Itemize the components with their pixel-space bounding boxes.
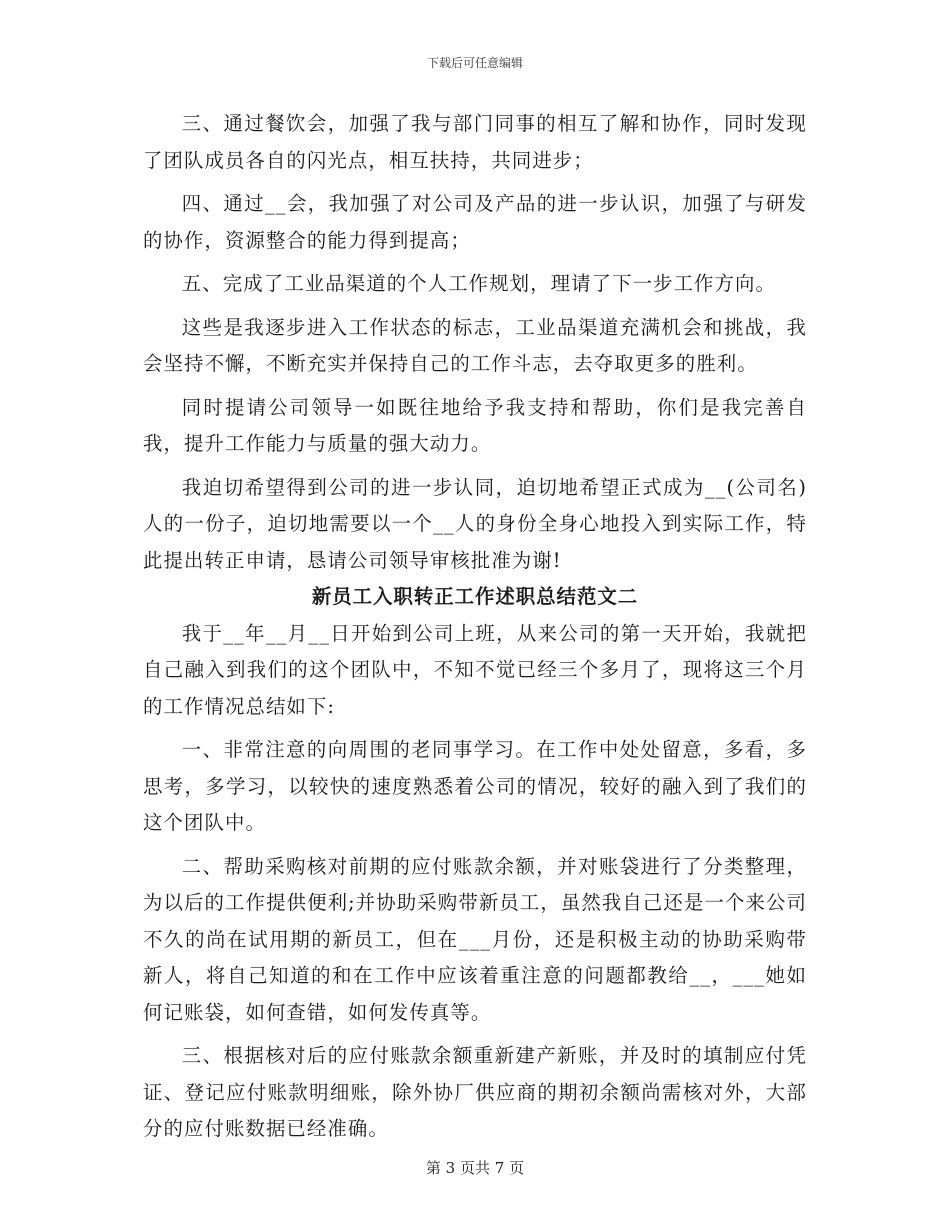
section-title: 新员工入职转正工作述职总结范文二 xyxy=(311,585,639,608)
paragraph: 五、完成了工业品渠道的个人工作规划，理请了下一步工作方向。 xyxy=(181,272,777,295)
page-footer: 第 3 页共 7 页 xyxy=(425,1159,525,1177)
paragraph: 三、通过餐饮会，加强了我与部门同事的相互了解和协作，同时发现了团队成员各自的闪光点，相互扶持，共同进步； xyxy=(143,112,807,172)
paragraph: 一、非常注意的向周围的老同事学习。在工作中处处留意，多看，多思考，多学习，以较快的速度熟悉着公司的情况，较好的融入到了我们的这个团队中。 xyxy=(143,738,807,834)
paragraph: 三、根据核对后的应付账款余额重新建产新账，并及时的填制应付凭证、登记应付账款明细账，除外协厂供应商的期初余额尚需核对外，大部分的应付账数据已经准确。 xyxy=(143,1044,807,1140)
paragraph: 我迫切希望得到公司的进一步认同，迫切地希望正式成为__(公司名)人的一份子，迫切地需要以一个__人的身份全身心地投入到实际工作，特此提出转正申请，恳请公司领导审核批准为谢! xyxy=(143,475,807,572)
paragraph: 我于__年__月__日开始到公司上班，从来公司的第一天开始，我就把自己融入到我们的这个团队中，不知不觉已经三个多月了，现将这三个月的工作情况总结如下: xyxy=(143,621,807,718)
paragraph: 这些是我逐步进入工作状态的标志，工业品渠道充满机会和挑战，我会坚持不懈，不断充实并保持自己的工作斗志，去夺取更多的胜利。 xyxy=(143,315,807,375)
paragraph: 四、通过__会，我加强了对公司及产品的进一步认识，加强了与研发的协作，资源整合的能力得到提高； xyxy=(143,192,807,252)
paragraph: 同时提请公司领导一如既往地给予我支持和帮助，你们是我完善自我，提升工作能力与质量的强大动力。 xyxy=(143,395,807,455)
paragraph: 二、帮助采购核对前期的应付账款余额，并对账袋进行了分类整理，为以后的工作提供便利;并协助采购带新员工，虽然我自己还是一个来公司不久的尚在试用期的新员工，但在___月份，还是积极主动的协助采购带新人，将自己知道的和在工作中应该着重注意的问题都教给__，___她如何记账袋，如何查错，如何发传真等。 xyxy=(143,854,807,1024)
document-body xyxy=(143,106,807,1148)
page-header: 下载后可任意编辑 xyxy=(426,56,523,70)
